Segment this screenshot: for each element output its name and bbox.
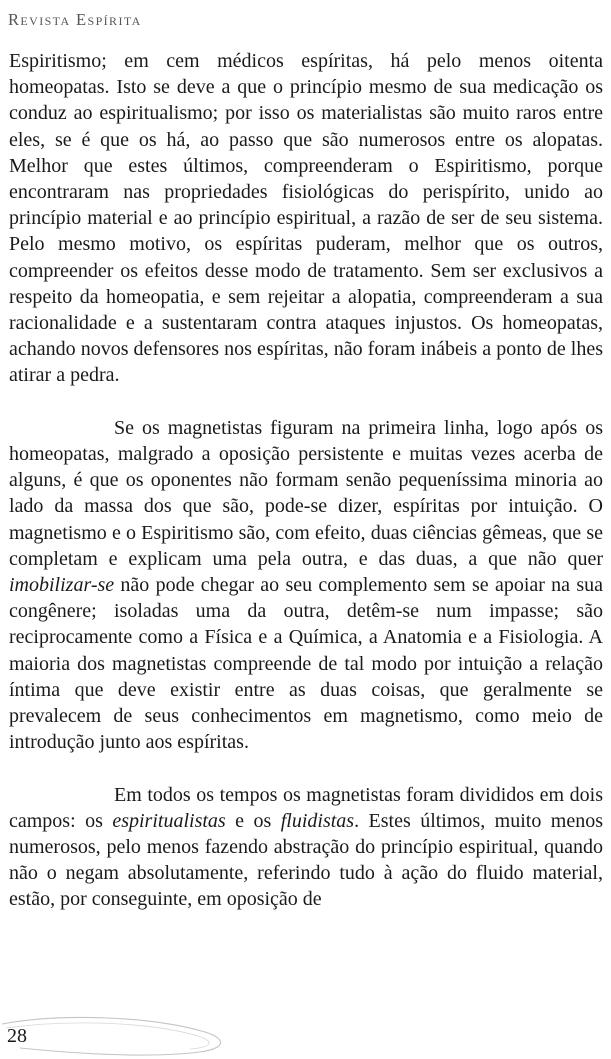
paragraph-3 — [9, 782, 603, 913]
paragraph-3-text-c: . Estes últimos, muito menos numerosos, pelo menos fazendo abstração do princípio espiritual, quando não o negam absolutamente, referindo tudo à ação do fluido material, estão, por conseguinte, em oposição de — [9, 809, 603, 911]
paragraph-3-text-a: Em todos os tempos os magnetistas foram divididos em dois campos: os — [9, 783, 603, 832]
paragraph-2-text-b: não pode chegar ao seu complemento sem se apoiar na sua congênere; isoladas uma da outra, detêm-se num impasse; são reciprocamente como a Física e a Química, a Anatomia e a Fisiologia. A maioria dos magnetistas compreende de tal modo por intuição a relação íntima que deve existir entre as duas coisas, que geralmente se prevalecem de seus conhecimentos em magnetismo, como meio de introdução junto aos espíritas. — [9, 574, 603, 754]
paragraph-1 — [9, 48, 603, 389]
page-number: 28 — [7, 1025, 27, 1047]
paragraph-2-italic-term: imobilizar-se — [9, 574, 115, 597]
paragraph-3-text-b: e os — [225, 809, 281, 832]
paragraph-2 — [9, 415, 603, 756]
body-text — [9, 48, 603, 913]
running-header: Revista Espírita — [8, 10, 142, 29]
paragraph-2-text-a: Se os magnetistas figuram na primeira linha, logo após os homeopatas, malgrado a oposição persistente e muitas vezes acerba de alguns, é que os oponentes não formam senão pequeníssima minoria ao lado da massa dos que são, pode-se dizer, espíritas por intuição. O magnetismo e o Espiritismo são, com efeito, duas ciências gêmeas, que se completam e explicam uma pela outra, e das duas, a que não quer — [9, 416, 603, 570]
paragraph-1-text: Espiritismo; em cem médicos espíritas, há pelo menos oitenta homeopatas. Isto se deve a que o princípio mesmo de sua medicação os conduz ao espiritualismo; por isso os materialistas são muito raros entre eles, se é que os há, ao passo que são numerosos entre os alopatas. Melhor que estes últimos, compreenderam o Espiritismo, porque encontraram nas propriedades fisiológicas do perispírito, unido ao princípio material e ao princípio espiritual, a razão de ser de seu sistema. Pelo mesmo motivo, os espíritas puderam, melhor que os outros, compreender os efeitos desse modo de tratamento. Sem ser exclusivos a respeito da homeopatia, e sem rejeitar a alopatia, compreenderam a sua racionalidade e a sustentaram contra ataques injustos. Os homeopatas, achando novos defensores nos espíritas, não foram inábeis a ponto de lhes atirar a pedra. — [9, 50, 603, 387]
paragraph-3-italic-term-2: fluidistas — [280, 809, 355, 832]
paragraph-3-italic-term-1: espiritualistas — [112, 809, 226, 832]
page-ornament-swoosh — [0, 1008, 240, 1059]
